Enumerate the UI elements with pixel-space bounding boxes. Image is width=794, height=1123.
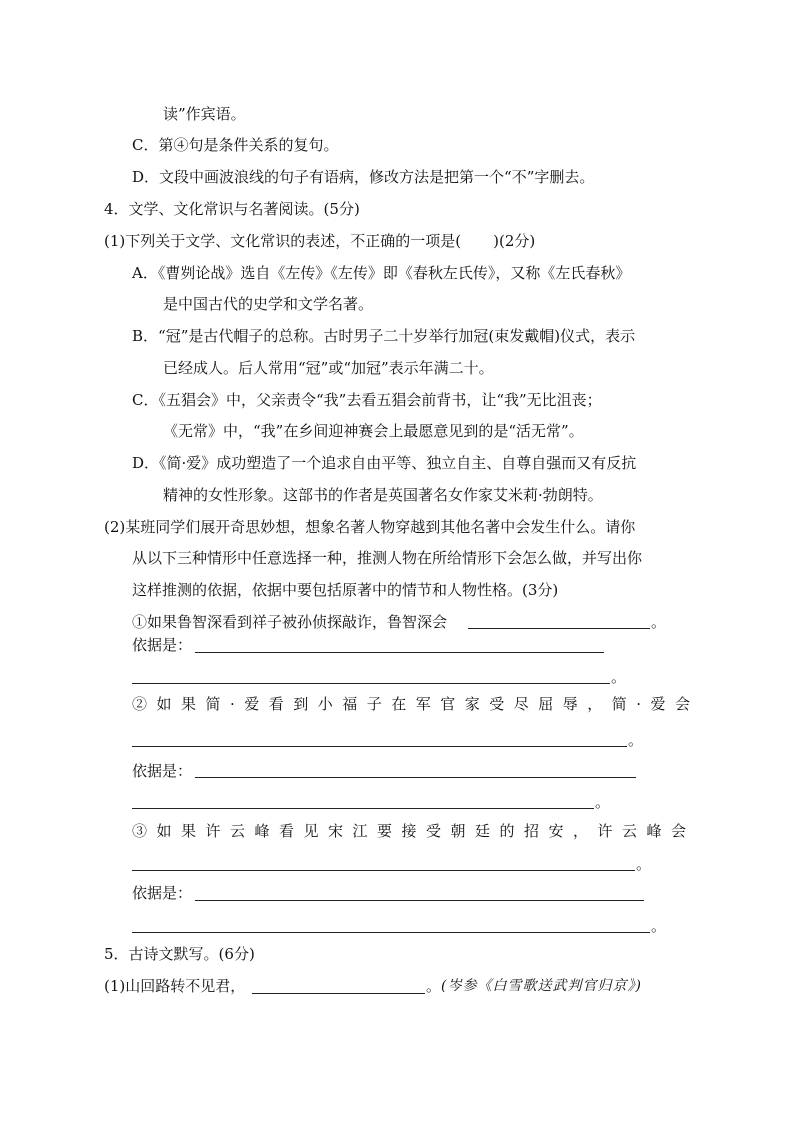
scenario-3-basis-label: 依据是：	[132, 884, 193, 902]
question-5-title: 5．古诗文默写。(6分)	[104, 945, 255, 963]
question-5-1-period: 。	[426, 977, 442, 995]
scenario-3-period: 。	[636, 855, 652, 873]
scenario-1-answer-blank[interactable]	[468, 628, 650, 629]
option-a-line-2: 是中国古代的史学和文学名著。	[163, 295, 374, 313]
question-4-2-line-1: (2)某班同学们展开奇思妙想，想象名著人物穿越到其他名著中会发生什么。请你	[104, 518, 636, 536]
option-c-line-2: 《无常》中，“我”在乡间迎神赛会上最愿意见到的是“活无常”。	[163, 422, 584, 440]
scenario-3-basis-period: 。	[651, 917, 667, 935]
option-d-line-1: D．《简·爱》成功塑造了一个追求自由平等、独立自主、自尊自强而又有反抗	[132, 454, 637, 472]
scenario-1-text: ①如果鲁智深看到祥子被孙侦探敲诈，鲁智深会	[132, 613, 448, 631]
option-d-text: D．文段中画波浪线的句子有语病，修改方法是把第一个“不”字删去。	[132, 168, 595, 186]
scenario-3-basis-blank-2[interactable]	[132, 932, 650, 933]
question-4-2-line-2: 从以下三种情形中任意选择一种，推测人物在所给情形下会怎么做，并写出你	[132, 549, 643, 567]
scenario-1-basis-label: 依据是：	[132, 636, 193, 654]
scenario-3-text: ③如果许云峰看见宋江要接受朝廷的招安，许云峰会	[132, 822, 696, 840]
scenario-2-period: 。	[628, 731, 644, 749]
scenario-3-answer-blank[interactable]	[132, 870, 635, 871]
option-c-line-1: C．《五猖会》中，父亲责令“我”去看五猖会前背书，让“我”无比沮丧；	[132, 391, 602, 409]
option-b-line-1: B．“冠”是古代帽子的总称。古时男子二十岁举行加冠(束发戴帽)仪式，表示	[132, 327, 636, 345]
scenario-2-text: ②如果简·爱看到小福子在军官家受尽屈辱，简·爱会	[132, 695, 700, 713]
scenario-2-basis-blank-1[interactable]	[195, 777, 636, 778]
question-5-1-answer-blank[interactable]	[252, 993, 425, 994]
question-4-1-stem	[104, 231, 535, 251]
question-4-1-stem-before: (1)下列关于文学、文化常识的表述，不正确的一项是(	[104, 232, 462, 250]
scenario-2-basis-label: 依据是：	[132, 762, 193, 780]
scenario-2-answer-blank[interactable]	[132, 746, 627, 747]
scenario-3-basis-blank-1[interactable]	[195, 900, 644, 901]
option-a-line-1: A．《曹刿论战》选自《左传》《左传》即《春秋左氏传》，又称《左氏春秋》	[132, 264, 631, 282]
question-5-1-text: (1)山回路转不见君，	[104, 977, 246, 995]
option-b-continuation: 读”作宾语。	[163, 105, 246, 123]
option-d-line-2: 精神的女性形象。这部书的作者是英国著名女作家艾米莉·勃朗特。	[163, 486, 603, 504]
question-4-2-line-3: 这样推测的依据，依据中要包括原著中的情节和人物性格。(3分)	[132, 581, 559, 599]
scenario-1-basis-blank-1[interactable]	[195, 652, 604, 653]
question-4-1-stem-after: )(2分)	[493, 232, 536, 250]
scenario-1-period: 。	[651, 613, 667, 631]
question-5-1-source: (岑参《白雪歌送武判官归京》)	[441, 978, 642, 994]
scenario-1-basis-period: 。	[611, 668, 627, 686]
scenario-1-basis-blank-2[interactable]	[132, 683, 610, 684]
scenario-2-basis-blank-2[interactable]	[132, 808, 594, 809]
option-b-line-2: 已经成人。后人常用“冠”或“加冠”表示年满二十。	[163, 359, 494, 377]
question-4-title: 4．文学、文化常识与名著阅读。(5分)	[104, 200, 360, 218]
scenario-2-basis-period: 。	[595, 793, 611, 811]
option-c-text: C．第④句是条件关系的复句。	[132, 136, 339, 154]
